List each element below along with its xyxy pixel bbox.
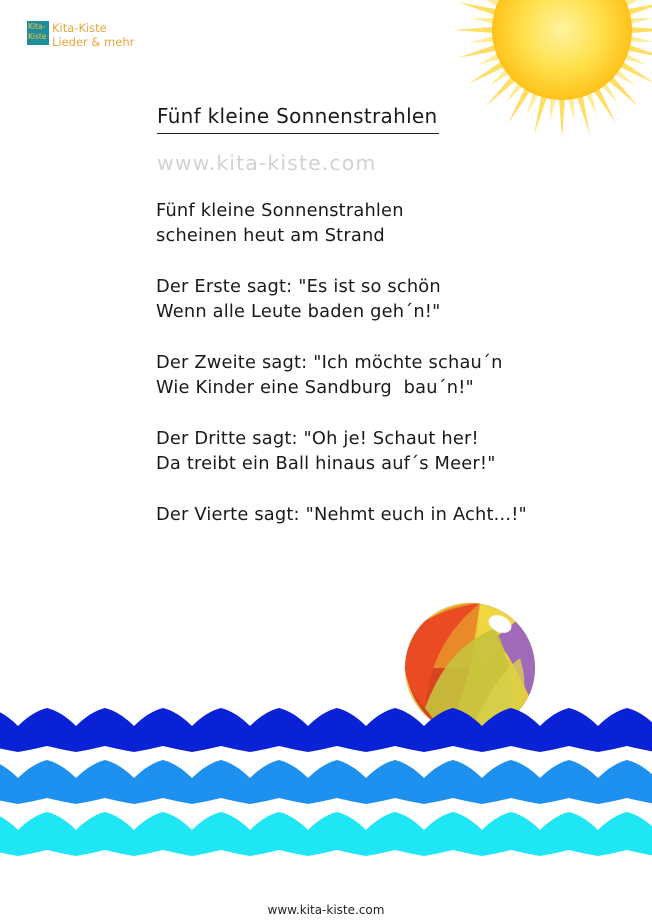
sun-ray — [458, 44, 500, 58]
sun-ray — [534, 93, 548, 135]
poem-line: Der Zweite sagt: "Ich möchte schau´n — [156, 352, 503, 373]
logo-box-line2: Kiste — [28, 32, 47, 41]
logo-tagline: Lieder & mehr — [52, 35, 135, 49]
poem-stanza — [156, 426, 596, 476]
poem-stanza — [156, 198, 596, 248]
wave-mid — [0, 760, 652, 804]
sun-ray — [576, 93, 590, 135]
logo-text — [52, 21, 134, 49]
sun-ray — [454, 27, 496, 34]
poem-line: Wie Kinder eine Sandburg bau´n!" — [156, 377, 474, 398]
poem-line: scheinen heut am Strand — [156, 225, 385, 246]
logo-name: Kita-Kiste — [52, 21, 107, 35]
sun-icon — [452, 0, 652, 140]
poem-stanza — [156, 502, 596, 527]
poem-line: Fünf kleine Sonnenstrahlen — [156, 200, 404, 221]
poem-line: Wenn alle Leute baden geh´n!" — [156, 301, 441, 322]
poem-line: Der Vierte sagt: "Nehmt euch in Acht...!" — [156, 504, 527, 525]
poem-line: Der Erste sagt: "Es ist so schön — [156, 276, 441, 297]
sun-ray — [559, 96, 566, 138]
poem-stanza — [156, 274, 596, 324]
wave-light — [0, 812, 652, 856]
sun-ray — [458, 2, 500, 16]
logo-box — [27, 21, 49, 45]
poem-line: Da treibt ein Ball hinaus auf´s Meer!" — [156, 453, 496, 474]
footer-url: www.kita-kiste.com — [267, 903, 385, 917]
logo — [27, 21, 134, 49]
watermark: www.kita-kiste.com — [157, 151, 377, 175]
logo-box-line1: Kita- — [28, 22, 46, 31]
wave-dark — [0, 708, 652, 752]
page-title: Fünf kleine Sonnenstrahlen — [157, 104, 439, 134]
poem — [156, 198, 596, 553]
waves-decoration — [0, 700, 652, 865]
poem-stanza — [156, 350, 596, 400]
poem-line: Der Dritte sagt: "Oh je! Schaut her! — [156, 428, 479, 449]
